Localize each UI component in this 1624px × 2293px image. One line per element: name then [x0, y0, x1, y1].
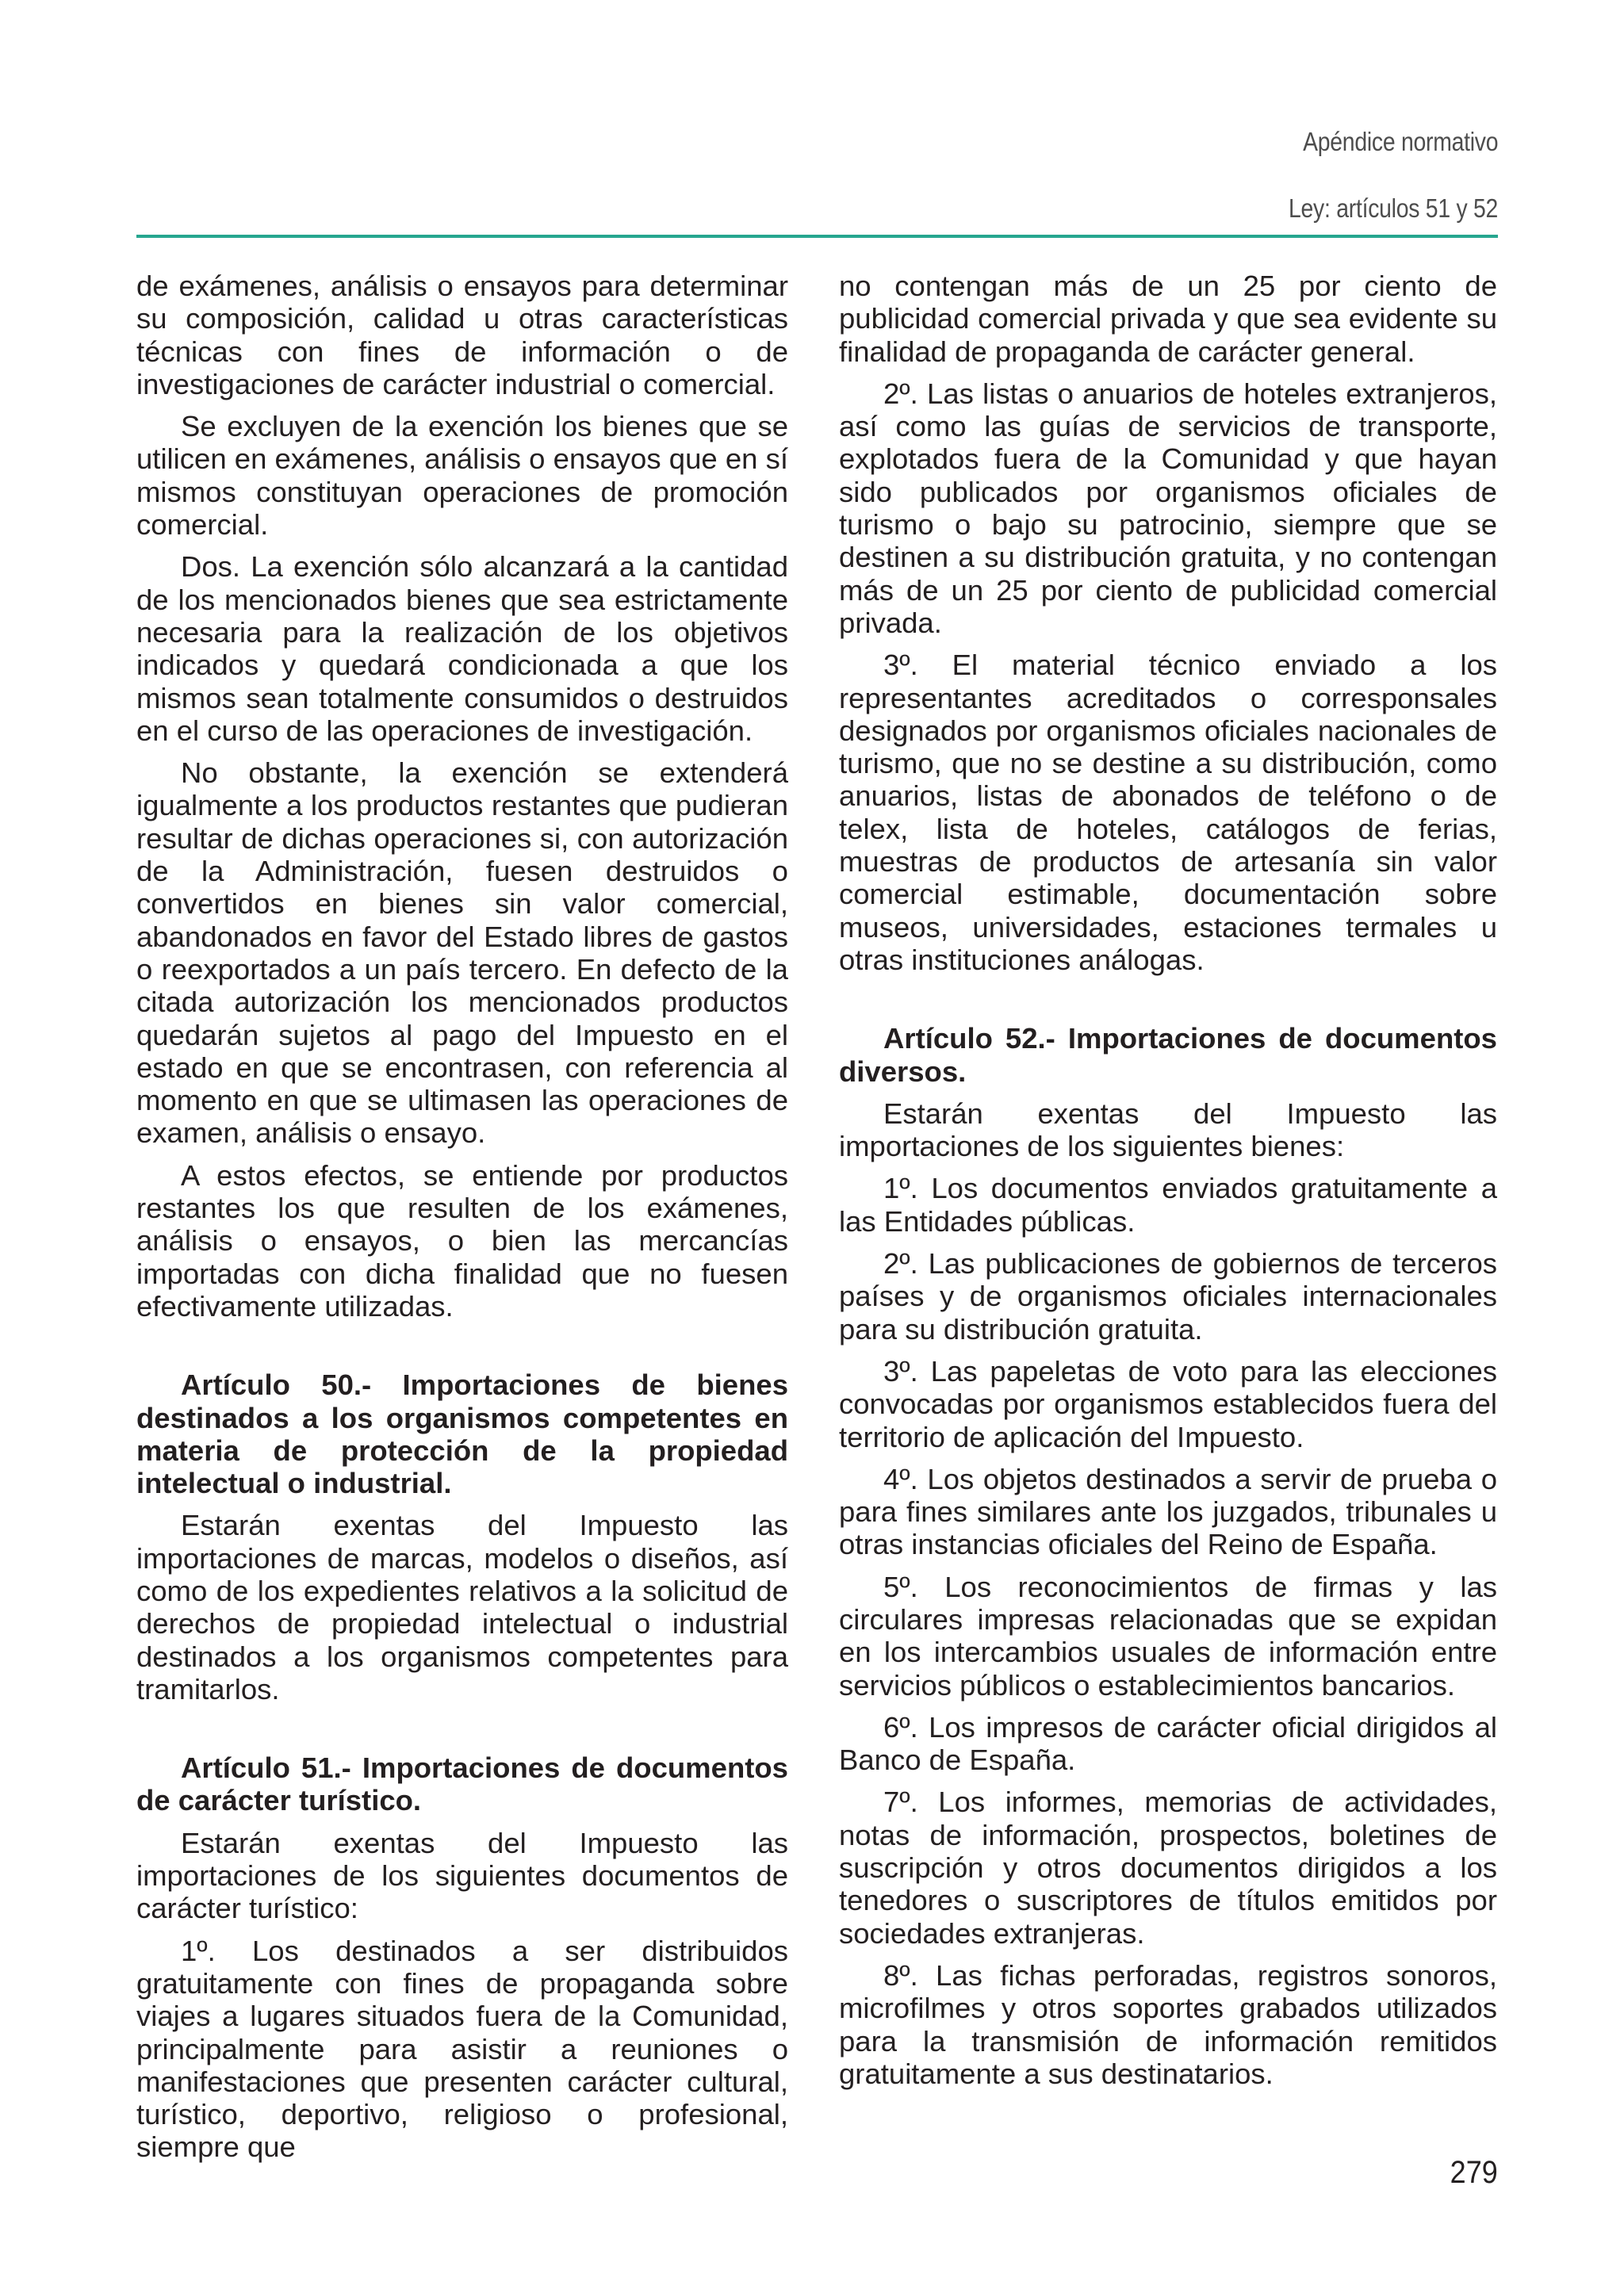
paragraph: 1º. Los destinados a ser distribuidos gratuitamente con fines de propaganda sobre viajes a lugares situados fuera de la Comunidad, principalmente para asistir a reuniones o manifestaciones que presenten carácter cultural, turístico, deportivo, religioso o profesional, siempre que: [136, 1934, 788, 2164]
paragraph: Estarán exentas del Impuesto las importaciones de los siguientes documentos de carácter turístico:: [136, 1826, 788, 1925]
paragraph: 3º. Las papeletas de voto para las elecciones convocadas por organismos establecidos fuera del territorio de aplicación del Impuesto.: [839, 1354, 1497, 1453]
page-number: 279: [1450, 2155, 1498, 2190]
paragraph: Se excluyen de la exención los bienes que se utilicen en exámenes, análisis o ensayos que en sí mismos constituyan operaciones de promoción comercial.: [136, 410, 788, 542]
paragraph: Dos. La exención sólo alcanzará a la cantidad de los mencionados bienes que sea estrictamente necesaria para la realización de los objetivos indicados y quedará condicionada a que los mismos sean totalmente consumidos o destruidos en el curso de las operaciones de investigación.: [136, 550, 788, 747]
running-header-article: Ley: artículos 51 y 52: [1288, 193, 1498, 223]
paragraph: no contengan más de un 25 por ciento de publicidad comercial privada y que sea evidente su finalidad de propaganda de carácter general.: [839, 270, 1497, 368]
article-52-heading: Artículo 52.- Importaciones de documentos diversos.: [839, 1022, 1497, 1088]
header-rule: [136, 235, 1498, 238]
paragraph: de exámenes, análisis o ensayos para determinar su composición, calidad u otras características técnicas con fines de información o de investigaciones de carácter industrial o comercial.: [136, 270, 788, 400]
left-column: [136, 270, 788, 2173]
paragraph: 8º. Las fichas perforadas, registros sonoros, microfilmes y otros soportes grabados utilizados para la transmisión de información remitidos gratuitamente a sus destinatarios.: [839, 1958, 1497, 2090]
paragraph: 3º. El material técnico enviado a los representantes acreditados o corresponsales designados por organismos oficiales nacionales de turismo, que no se destine a su distribución, como anuarios, listas de abonados de teléfono o de telex, lista de hoteles, catálogos de ferias, muestras de productos de artesanía sin valor comercial estimable, documentación sobre museos, universidades, estaciones termales u otras instituciones análogas.: [839, 649, 1497, 976]
paragraph: 4º. Los objetos destinados a servir de prueba o para fines similares ante los juzgados, tribunales u otras instancias oficiales del Reino de España.: [839, 1462, 1497, 1561]
right-column: [839, 270, 1497, 2100]
paragraph: No obstante, la exención se extenderá igualmente a los productos restantes que pudieran resultar de dichas operaciones si, con autorización de la Administración, fuesen destruidos o convertidos en bienes sin valor comercial, abandonados en favor del Estado libres de gastos o reexportados a un país tercero. En defecto de la citada autorización los mencionados productos quedarán sujetos al pago del Impuesto en el estado en que se encontrasen, con referencia al momento en que se ultimasen las operaciones de examen, análisis o ensayo.: [136, 756, 788, 1150]
paragraph: Estarán exentas del Impuesto las importaciones de marcas, modelos o diseños, así como de los expedientes relativos a la solicitud de derechos de propiedad intelectual o industrial destinados a los organismos competentes para tramitarlos.: [136, 1509, 788, 1705]
paragraph: 2º. Las listas o anuarios de hoteles extranjeros, así como las guías de servicios de transporte, explotados fuera de la Comunidad y que hayan sido publicados por organismos oficiales de turismo o bajo su patrocinio, siempre que se destinen a su distribución gratuita, y no contengan más de un 25 por ciento de publicidad comercial privada.: [839, 377, 1497, 639]
paragraph: 1º. Los documentos enviados gratuitamente a las Entidades públicas.: [839, 1172, 1497, 1238]
article-51-heading: Artículo 51.- Importaciones de documentos de carácter turístico.: [136, 1751, 788, 1817]
paragraph: 5º. Los reconocimientos de firmas y las circulares impresas relacionadas que se expidan en los intercambios usuales de información entre servicios públicos o establecimientos bancarios.: [839, 1570, 1497, 1702]
paragraph: 2º. Las publicaciones de gobiernos de terceros países y de organismos oficiales internacionales para su distribución gratuita.: [839, 1247, 1497, 1346]
running-header-section: Apéndice normativo: [1302, 127, 1498, 156]
paragraph: 6º. Los impresos de carácter oficial dirigidos al Banco de España.: [839, 1710, 1497, 1777]
paragraph: 7º. Los informes, memorias de actividades, notas de información, prospectos, boletines de suscripción y otros documentos dirigidos a los tenedores o suscriptores de títulos emitidos por sociedades extranjeras.: [839, 1786, 1497, 1950]
article-50-heading: Artículo 50.- Importaciones de bienes destinados a los organismos competentes en materia de protección de la propiedad intelectual o industrial.: [136, 1369, 788, 1500]
paragraph: Estarán exentas del Impuesto las importaciones de los siguientes bienes:: [839, 1097, 1497, 1163]
paragraph: A estos efectos, se entiende por productos restantes los que resulten de los exámenes, análisis o ensayos, o bien las mercancías importadas con dicha finalidad que no fuesen efectivamente utilizadas.: [136, 1158, 788, 1323]
